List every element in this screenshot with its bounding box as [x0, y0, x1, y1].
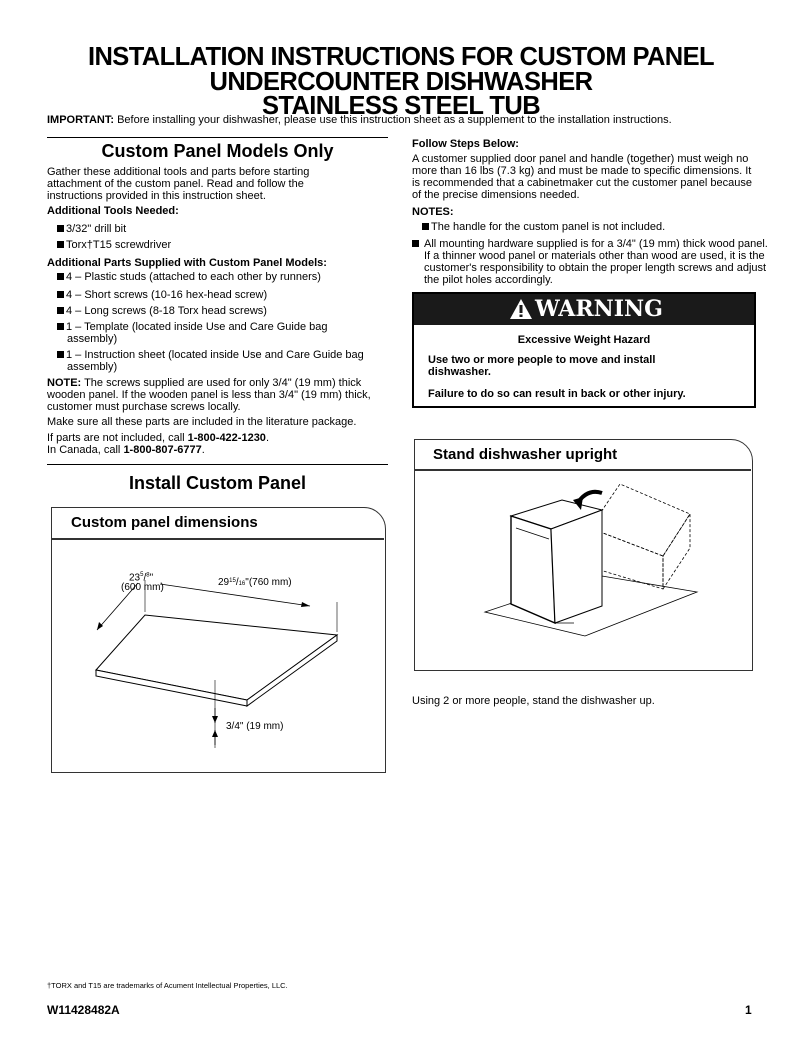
- bullet-icon: [57, 291, 64, 298]
- bullet-icon: [57, 225, 64, 232]
- bullet-icon: [57, 307, 64, 314]
- width-arrow-icon: [97, 622, 103, 630]
- panel-dimensions-diagram: [52, 540, 384, 770]
- install-top-rule: [47, 464, 388, 465]
- bullet-icon: [57, 323, 64, 330]
- title-line-2: UNDERCOUNTER DISHWASHER: [209, 68, 593, 96]
- document-number: W11428482A: [47, 1003, 120, 1017]
- thickness-dimension-label: 3/4" (19 mm): [226, 721, 284, 732]
- tool-item: 3/32" drill bit: [57, 223, 387, 235]
- make-sure-text: Make sure all these parts are included in the literature package.: [47, 416, 357, 428]
- left-top-rule: [47, 137, 388, 138]
- stand-dishwasher-box: [414, 439, 753, 671]
- warning-instruction: Use two or more people to move and install dishwasher.: [428, 354, 656, 378]
- bullet-icon: [422, 223, 429, 230]
- stand-caption: Using 2 or more people, stand the dishwasher up.: [412, 695, 655, 707]
- part-item: 4 – Long screws (8-18 Torx head screws): [57, 305, 387, 317]
- important-note: [47, 114, 767, 126]
- length-dimension-label: $29^{15}/16"(760$ mm): [218, 577, 292, 588]
- lying-dishwasher-side: [663, 514, 690, 589]
- title-line-3: STAINLESS STEEL TUB: [261, 92, 541, 120]
- us-phone-number: 1-800-422-1230: [187, 432, 266, 444]
- panel-board-top: [96, 615, 337, 700]
- warning-label: WARNING: [535, 296, 663, 322]
- warning-triangle-icon: [509, 298, 533, 320]
- follow-steps-heading: Follow Steps Below:: [412, 138, 519, 150]
- note-label: NOTE:: [47, 377, 82, 389]
- warning-banner: [414, 294, 754, 325]
- call-canada-line: In Canada, call 1-800-807-6777.: [47, 444, 205, 456]
- important-label: IMPORTANT:: [47, 114, 115, 126]
- lying-dishwasher-outline: [590, 484, 690, 556]
- install-custom-panel-heading: Install Custom Panel: [128, 473, 307, 493]
- note-item: All mounting hardware supplied is for a 3/4" (19 mm) thick wood panel. If a thinner wood panel or materials other than wood are used, it is the customer's responsibility to obtain the proper length screws and adjust the pilot holes accordingly.: [412, 238, 769, 286]
- note-text: The screws supplied are used for only 3/4" (19 mm) thick wooden panel. If the wooden panel is less than 3/4" (19 mm) thick, customer must purchase screws locally.: [47, 377, 371, 413]
- custom-panel-dimensions-box: [51, 507, 386, 773]
- trademark-footnote: †TORX and T15 are trademarks of Acument Intellectual Properties, LLC.: [47, 981, 288, 990]
- warning-consequence: Failure to do so can result in back or other injury.: [428, 388, 686, 400]
- upright-dishwasher-side: [551, 510, 602, 623]
- tool-item: Torx†T15 screwdriver: [57, 239, 387, 251]
- part-item: 1 – Instruction sheet (located inside Use and Care Guide bag assembly): [57, 349, 397, 373]
- bullet-icon: [57, 273, 64, 280]
- stand-box-title: Stand dishwasher upright: [433, 446, 618, 463]
- parts-heading: Additional Parts Supplied with Custom Panel Models:: [47, 257, 327, 269]
- width-metric-label: (600 mm): [121, 582, 164, 593]
- part-item: 1 – Template (located inside Use and Care Guide bag assembly): [57, 321, 377, 345]
- dimensions-box-title: Custom panel dimensions: [71, 514, 258, 531]
- bullet-icon: [412, 240, 419, 247]
- thickness-arrow-up-icon: [212, 730, 218, 737]
- screws-note: [47, 377, 389, 413]
- canada-phone-number: 1-800-807-6777: [123, 444, 202, 456]
- thickness-arrow-down-icon: [212, 716, 218, 723]
- intro-text: Gather these additional tools and parts before starting attachment of the custom panel. Read and follow the instructions provided in this instruction sheet.: [47, 166, 310, 202]
- upright-dishwasher-door: [511, 516, 555, 623]
- page-number: 1: [745, 1003, 752, 1017]
- notes-heading: NOTES:: [412, 206, 454, 218]
- call-us-line: If parts are not included, call 1-800-422-1230.: [47, 432, 269, 444]
- part-item: 4 – Short screws (10-16 hex-head screw): [57, 289, 387, 301]
- bullet-icon: [57, 241, 64, 248]
- custom-panel-models-heading: Custom Panel Models Only: [101, 141, 334, 161]
- important-text: Before installing your dishwasher, please use this instruction sheet as a supplement to the installation instructions.: [114, 114, 672, 126]
- follow-steps-text: A customer supplied door panel and handle (together) must weigh no more than 16 lbs (7.3 kg) and must be made to specific dimensions. It is recommended that a cabinetmaker cut the customer panel because of the precise dimensions needed.: [412, 153, 752, 201]
- warning-hazard-title: Excessive Weight Hazard: [517, 334, 651, 346]
- title-line-1: INSTALLATION INSTRUCTIONS FOR CUSTOM PANEL: [88, 43, 714, 71]
- width-dimension-label: $23^5/_8$": [129, 572, 154, 584]
- note-item: The handle for the custom panel is not included.: [422, 221, 767, 233]
- tools-heading: Additional Tools Needed:: [47, 205, 179, 217]
- part-item: 4 – Plastic studs (attached to each other by runners): [57, 271, 387, 283]
- warning-box: [412, 292, 756, 408]
- dishwasher-upright-diagram: [415, 471, 751, 669]
- bullet-icon: [57, 351, 64, 358]
- length-arrow-icon: [301, 602, 310, 607]
